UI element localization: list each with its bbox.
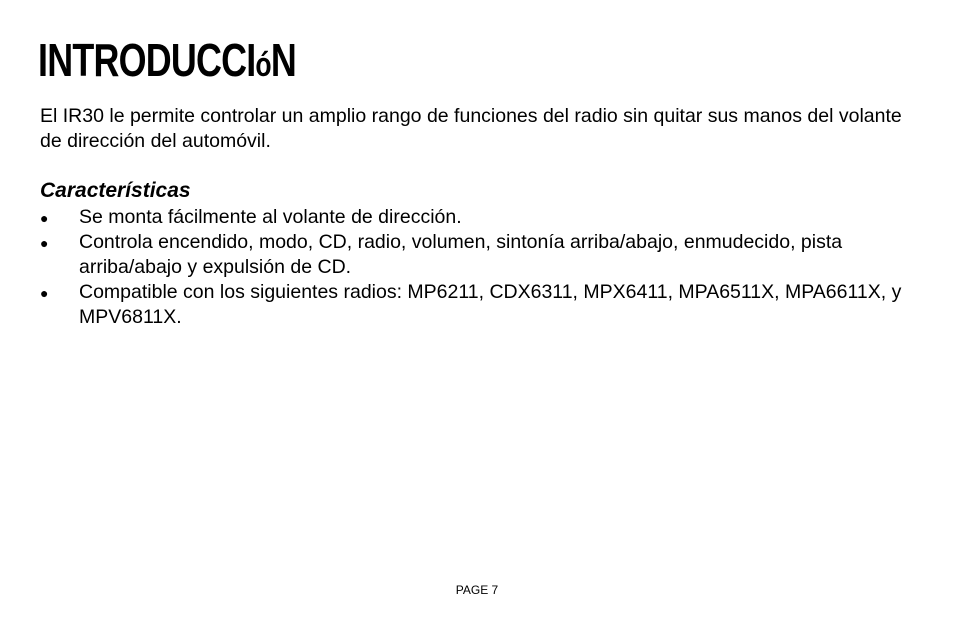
feature-text: Controla encendido, modo, CD, radio, volumen, sintonía arriba/abajo, enmudecido, pista arriba/abajo y expulsión de CD.	[79, 231, 843, 278]
intro-paragraph: El IR30 le permite controlar un amplio rango de funciones del radio sin quitar sus manos del volante de dirección del automóvil.	[40, 105, 902, 152]
bullet-icon: ●	[40, 235, 49, 251]
feature-text: Compatible con los siguientes radios: MP6211, CDX6311, MPX6411, MPA6511X, MPA6611X, y MPV6811X.	[79, 281, 902, 328]
page-title-main: INTRODUCCI	[38, 34, 256, 86]
list-item	[40, 205, 920, 230]
list-item	[40, 230, 920, 280]
feature-text: Se monta fácilmente al volante de dirección.	[79, 206, 462, 228]
page-title-end: N	[270, 34, 297, 86]
features-list	[40, 205, 920, 330]
bullet-icon: ●	[40, 210, 49, 226]
page-title	[38, 34, 296, 91]
page-title-small-o: ó	[255, 46, 271, 84]
bullet-icon: ●	[40, 285, 49, 301]
features-title: Características	[40, 179, 191, 202]
page-number: PAGE 7	[455, 583, 499, 597]
list-item	[40, 280, 920, 330]
